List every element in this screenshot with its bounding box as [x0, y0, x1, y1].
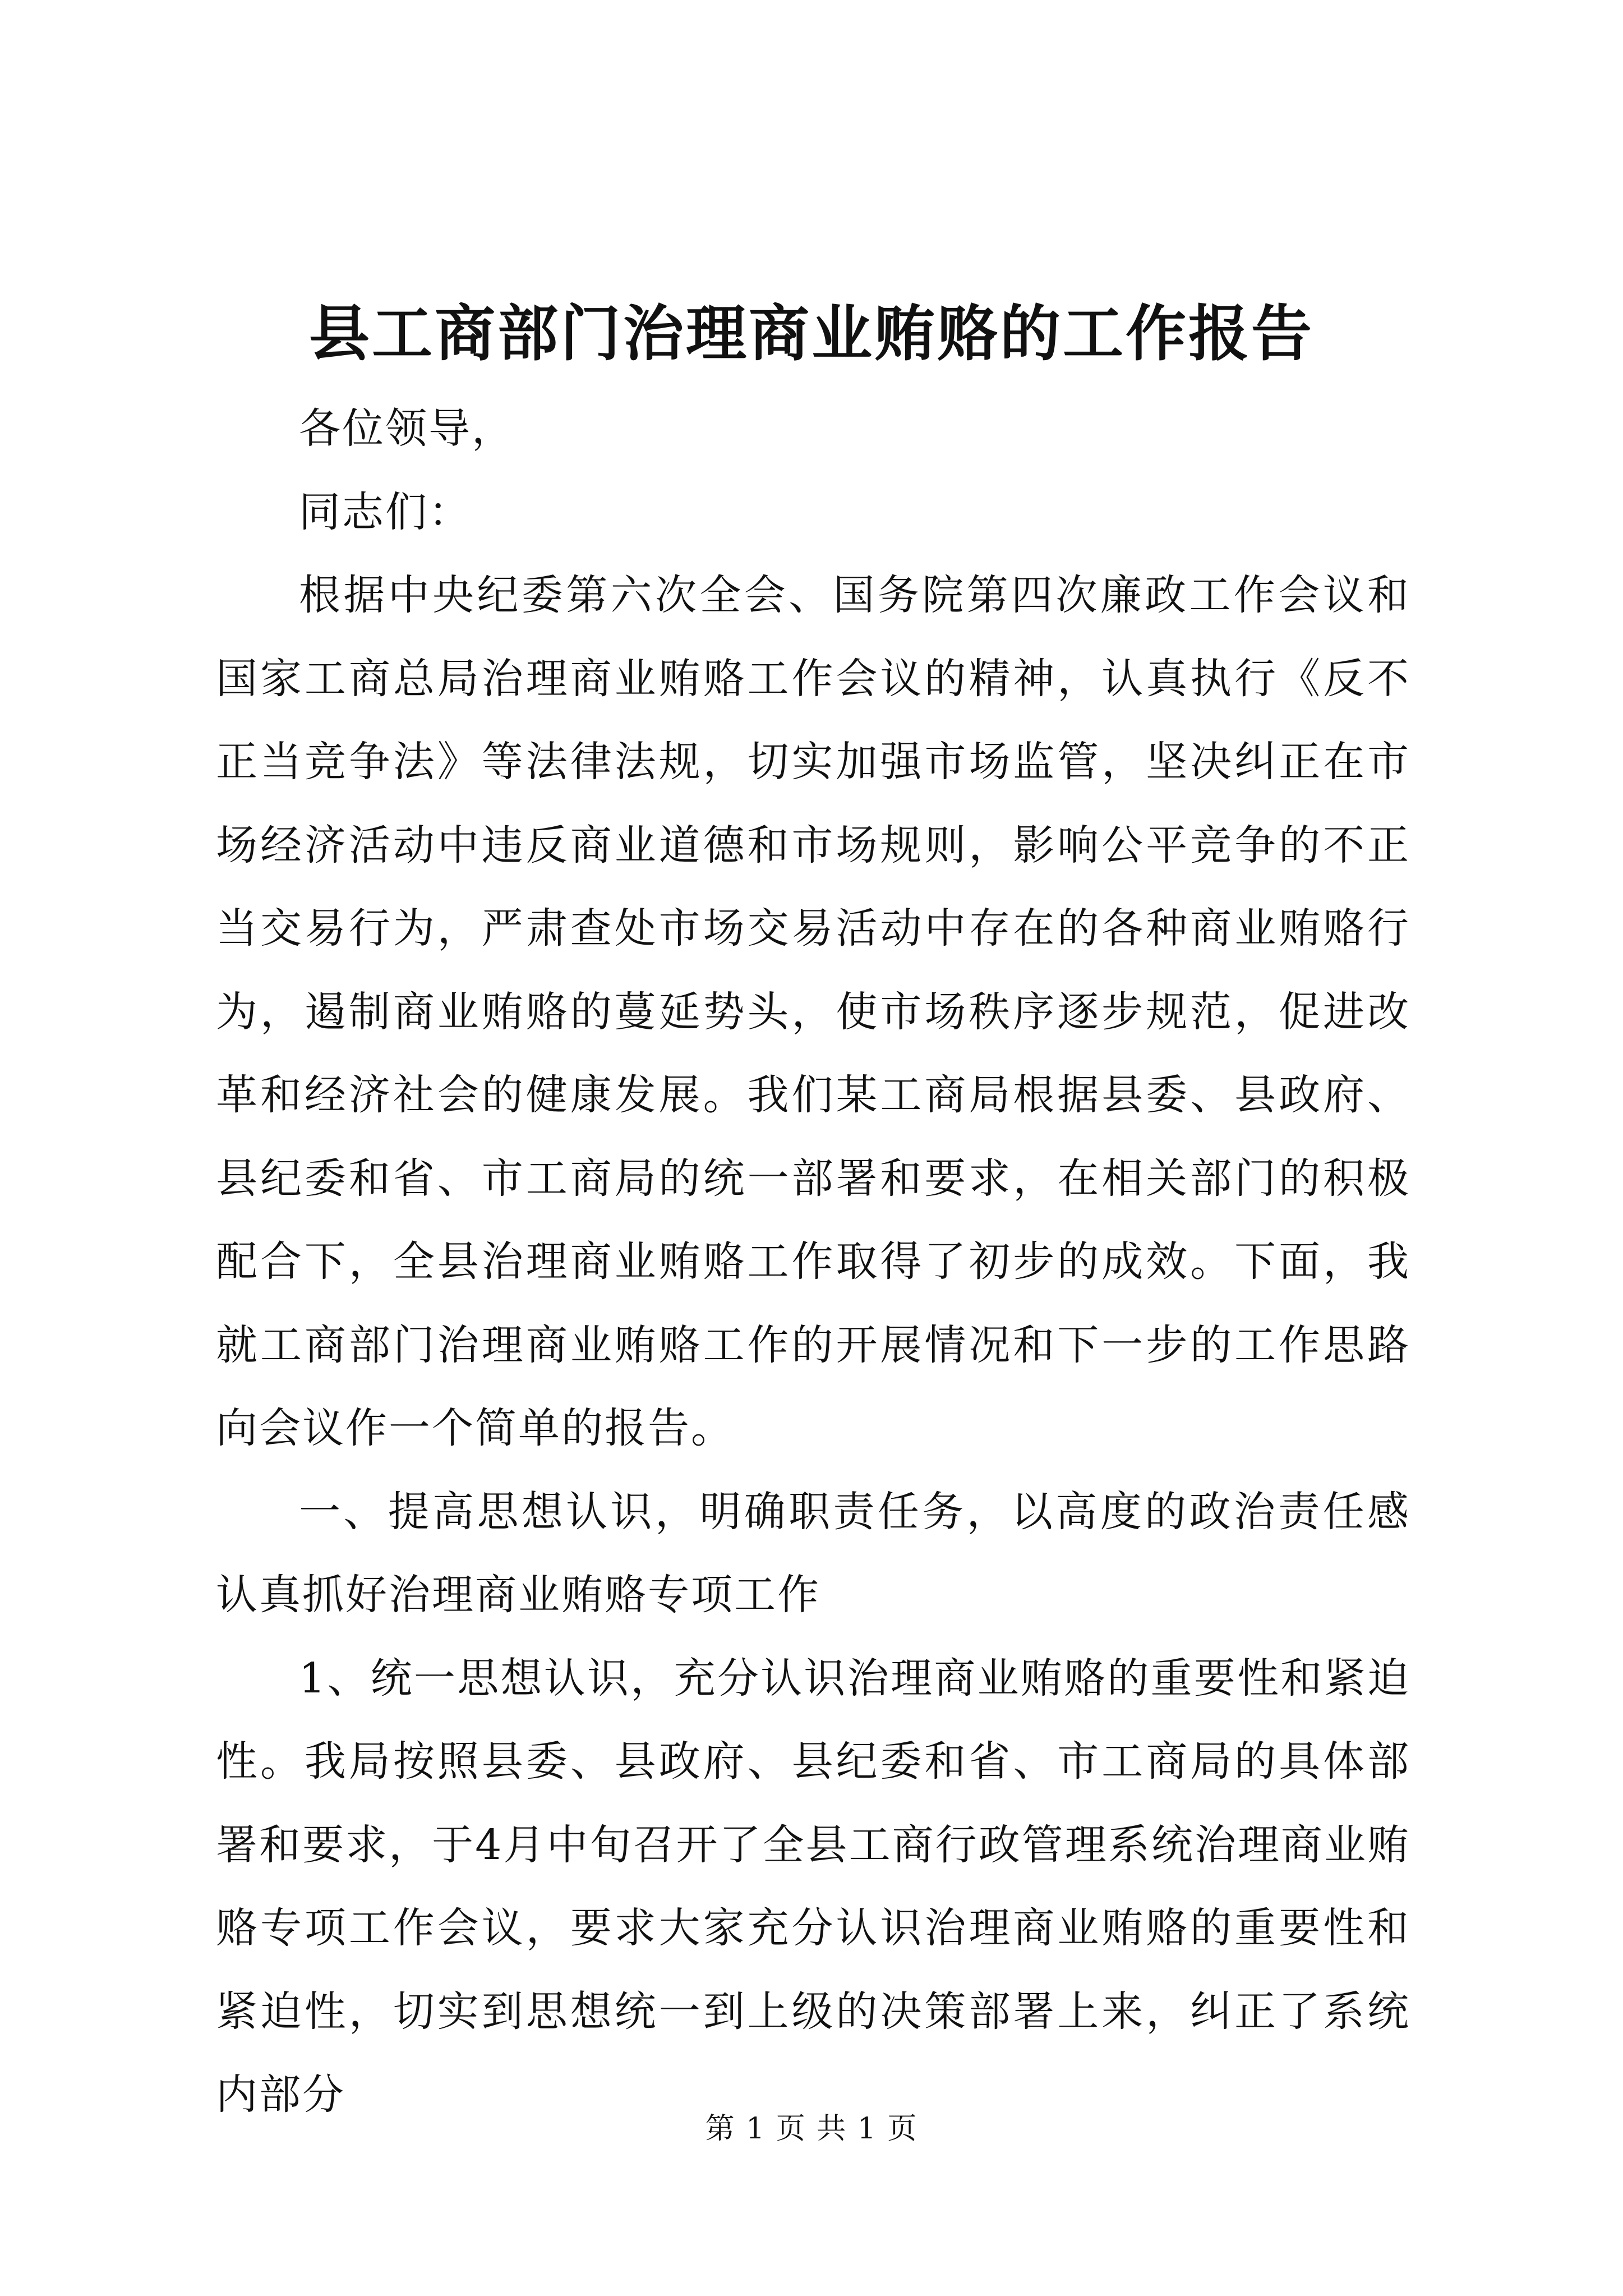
- section-heading-one: 一、提高思想认识，明确职责任务，以高度的政治责任感认真抓好治理商业贿赂专项工作: [216, 1487, 1410, 1619]
- document-body: [216, 387, 1410, 2137]
- document-title: 县工商部门治理商业贿赂的工作报告: [308, 298, 1314, 369]
- salutation-leaders: 各位领导，: [299, 404, 515, 453]
- section-item-one: 1、统一思想认识，充分认识治理商业贿赂的重要性和紧迫性。我局按照县委、县政府、县纪委和省、市工商局的具体部署和要求，于4月中旬召开了全县工商行政管理系统治理商业贿赂专项工作会议，要求大家充分认识治理商业贿赂的重要性和紧迫性，切实到思想统一到上级的决策部署上来，纠正了系统内部分: [216, 1654, 1410, 2119]
- salutation-comrades: 同志们：: [299, 487, 472, 536]
- page-footer: 第 1 页 共 1 页: [705, 2112, 918, 2146]
- intro-paragraph: 根据中央纪委第六次全会、国务院第四次廉政工作会议和国家工商总局治理商业贿赂工作会议的精神，认真执行《反不正当竞争法》等法律法规，切实加强市场监管，坚决纠正在市场经济活动中违反商业道德和市场规则，影响公平竞争的不正当交易行为，严肃查处市场交易活动中存在的各种商业贿赂行为，遏制商业贿赂的蔓延势头，使市场秩序逐步规范，促进改革和经济社会的健康发展。我们某工商局根据县委、县政府、县纪委和省、市工商局的统一部署和要求，在相关部门的积极配合下，全县治理商业贿赂工作取得了初步的成效。下面，我就工商部门治理商业贿赂工作的开展情况和下一步的工作思路向会议作一个简单的报告。: [216, 571, 1410, 1452]
